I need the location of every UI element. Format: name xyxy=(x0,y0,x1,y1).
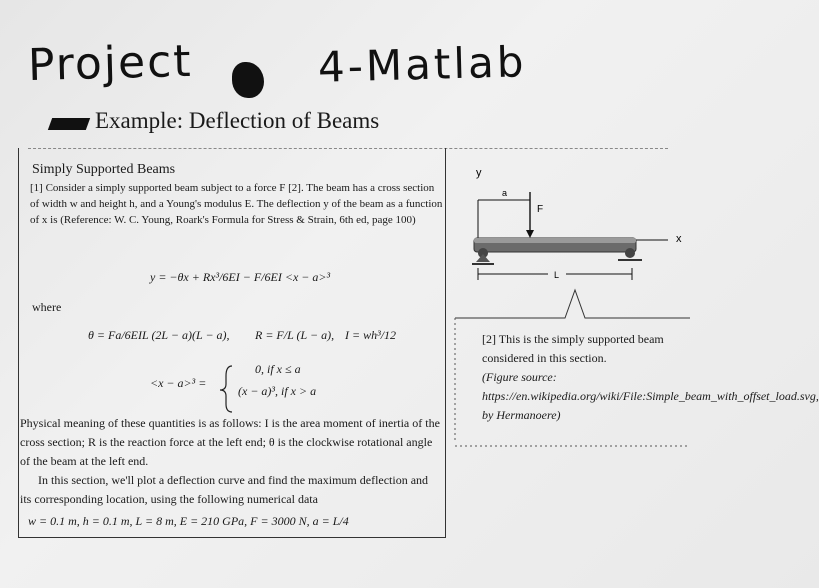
numeric-values: w = 0.1 m, h = 0.1 m, L = 8 m, E = 210 GPa, F = 3000 N, a = L/4 xyxy=(28,514,349,528)
handwritten-course: 4-Matlab xyxy=(317,37,527,92)
deflection-equation: y = −θx + Rx³/6EI − F/6EI <x − a>³ xyxy=(150,270,331,284)
reaction-equation: R = F/L (L − a), xyxy=(255,328,335,342)
theta-equation: θ = Fa/6EIL (2L − a)(L − a), xyxy=(88,328,230,342)
caption-line-2: (Figure source: https://en.wikipedia.org/wiki/File:Simple_beam_with_offset_load.svg, by Hermanoere) xyxy=(482,370,819,422)
force-arrowhead xyxy=(526,230,534,238)
y-axis-label: y xyxy=(476,167,482,179)
bracket-lhs: <x − a>³ = xyxy=(150,376,207,390)
force-label: F xyxy=(537,204,544,215)
beam-highlight xyxy=(474,238,636,243)
l-label: L xyxy=(554,270,560,280)
handwritten-project: Project xyxy=(27,35,194,92)
where-label: where xyxy=(32,300,62,314)
x-axis-label: x xyxy=(676,233,682,245)
right-roller xyxy=(625,248,635,258)
bracket-case-2: (x − a)³, if x > a xyxy=(238,384,317,398)
callout-top xyxy=(455,290,690,318)
intro-paragraph: [1] Consider a simply supported beam subject to a force F [2]. The beam has a cross section of width w and height h, and a Young's modulus E. The deflection y of the beam as a function of x is (Reference: W. C. Young, Roark's Formula for Stress & Strain, 6th ed, page 100) xyxy=(30,182,443,226)
bracket-case-1: 0, if x ≤ a xyxy=(255,362,301,376)
physical-meaning-text: Physical meaning of these quantities is as follows: I is the area moment of inertia of the cross section; R is the reaction force at the left end; θ is the clockwise rotational angle of the beam at the left end. xyxy=(20,416,440,468)
page-title: Example: Deflection of Beams xyxy=(95,108,380,133)
section-title: Simply Supported Beams xyxy=(32,162,176,177)
a-label: a xyxy=(502,188,508,198)
caption-line-1: [2] This is the simply supported beam considered in this section. xyxy=(482,332,664,365)
piecewise-brace xyxy=(220,366,232,412)
plot-task-text: In this section, we'll plot a deflection curve and find the maximum deflection and its corresponding location, using the following numerical data xyxy=(20,473,429,506)
left-support xyxy=(476,254,490,262)
inertia-equation: I = wh³/12 xyxy=(345,328,397,342)
